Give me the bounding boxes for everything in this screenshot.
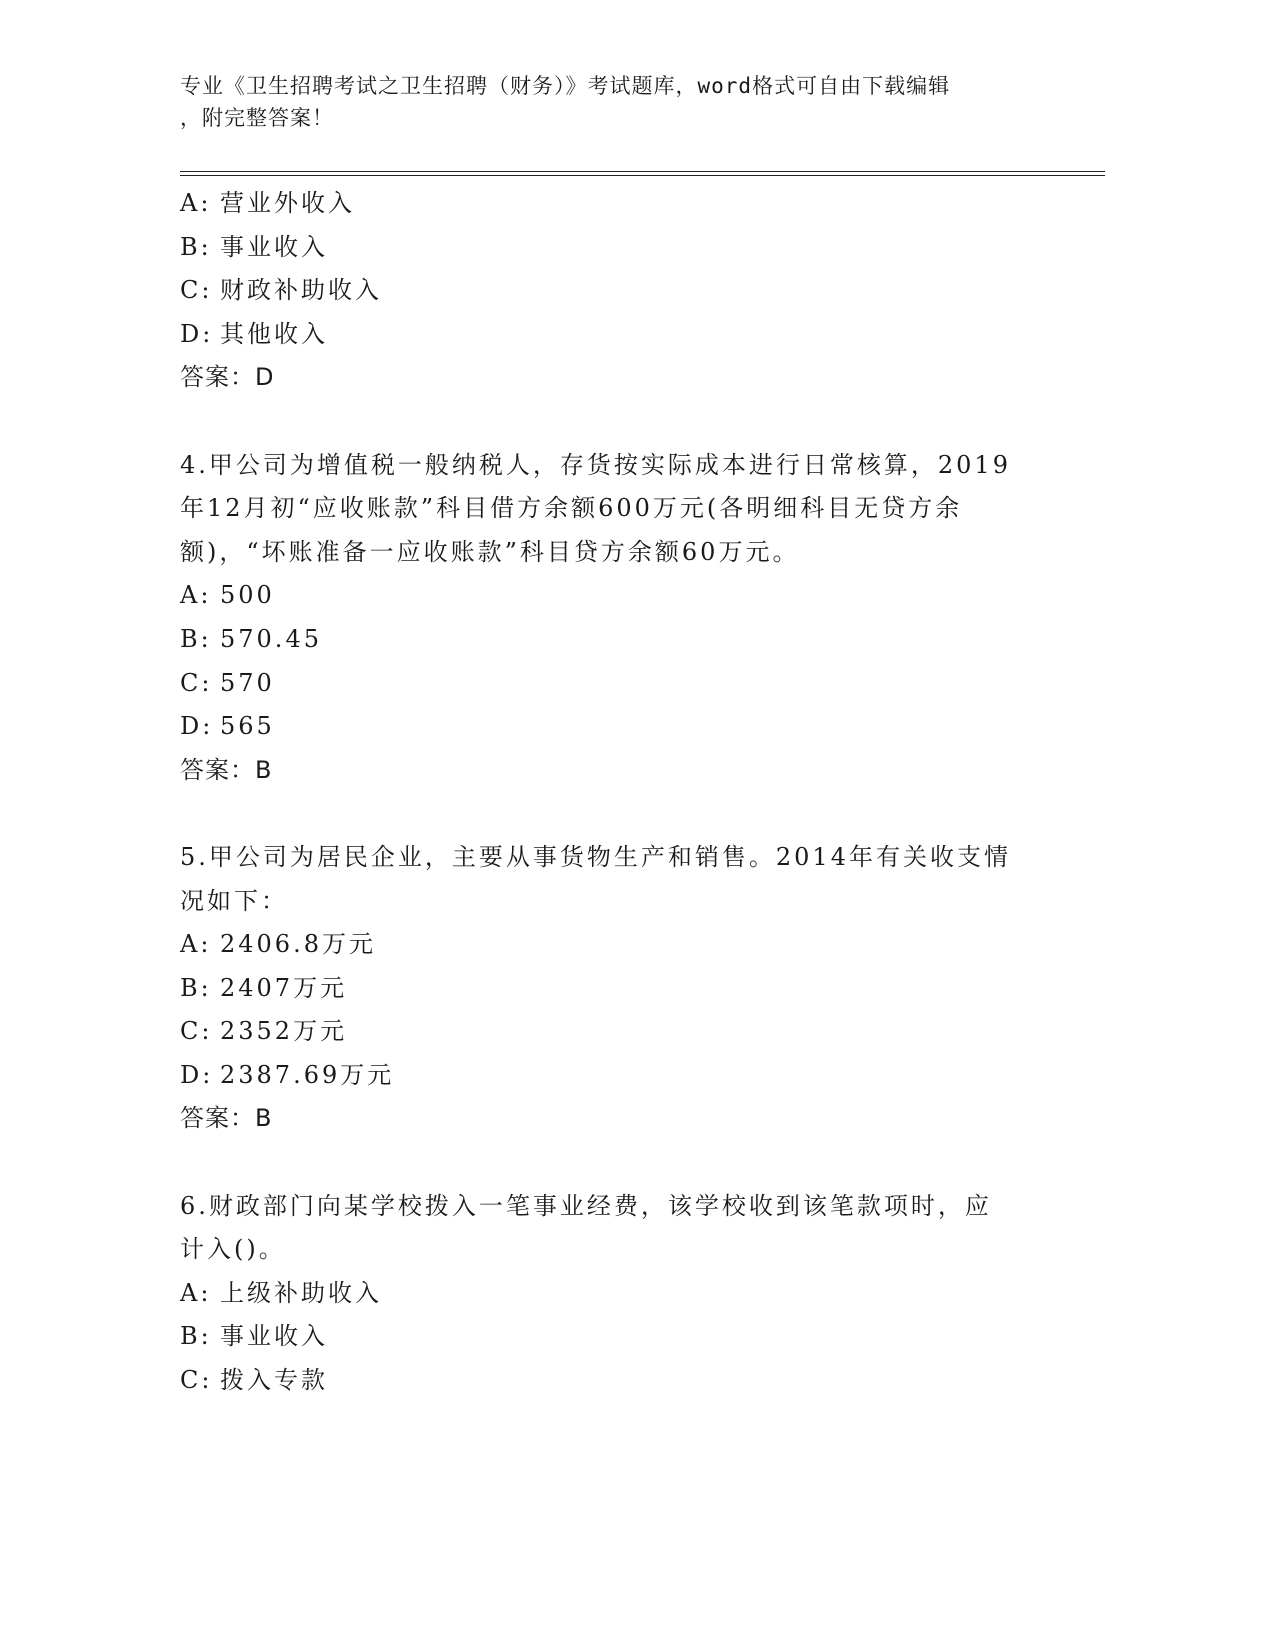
question-text-line: 5.甲公司为居民企业，主要从事货物生产和销售。2014年有关收支情 bbox=[180, 842, 1011, 871]
option-key: A: bbox=[180, 189, 212, 217]
option-key: B: bbox=[180, 624, 212, 653]
header-title-line-2: ，附完整答案！ bbox=[180, 106, 334, 130]
option-text: 570 bbox=[220, 668, 275, 697]
option-text: 事业收入 bbox=[220, 232, 328, 261]
option-text: 拨入专款 bbox=[220, 1366, 328, 1395]
option-text: 2352万元 bbox=[220, 1017, 348, 1046]
option-key: B: bbox=[180, 973, 212, 1002]
header-title-line-1: 专业《卫生招聘考试之卫生招聘（财务）》考试题库，word格式可自由下载编辑 bbox=[180, 74, 951, 98]
option-key: A: bbox=[180, 930, 212, 959]
option-text: 其他收入 bbox=[220, 319, 328, 348]
option-text: 事业收入 bbox=[220, 1322, 328, 1351]
option-text: 2387.69万元 bbox=[220, 1060, 395, 1089]
option-text: 营业外收入 bbox=[220, 189, 355, 217]
header-rule-top bbox=[180, 171, 1105, 172]
question-block-5 bbox=[180, 836, 1040, 1141]
option-text: 2406.8万元 bbox=[220, 930, 376, 959]
option-key: A: bbox=[180, 581, 212, 610]
option-b bbox=[180, 967, 1040, 1011]
option-text: 上级补助收入 bbox=[220, 1278, 382, 1307]
question-block-6 bbox=[180, 1185, 1040, 1403]
option-b bbox=[180, 1315, 1040, 1359]
header-rule-bottom bbox=[180, 175, 1105, 176]
option-text: 565 bbox=[220, 712, 275, 741]
question-text-line: 6.财政部门向某学校拨入一笔事业经费，该学校收到该笔款项时，应 bbox=[180, 1191, 992, 1220]
question-text-line: 年12月初“应收账款”科目借方余额600万元(各明细科目无贷方余 bbox=[180, 494, 963, 523]
question-list bbox=[180, 182, 1040, 1403]
question-text-line: 4.甲公司为增值税一般纳税人，存货按实际成本进行日常核算，2019 bbox=[180, 450, 1011, 479]
option-key: C: bbox=[180, 1017, 213, 1046]
spacer bbox=[180, 1141, 1040, 1185]
document-header bbox=[180, 70, 1050, 134]
option-a bbox=[180, 574, 1040, 618]
option-c bbox=[180, 269, 1040, 313]
option-text: 500 bbox=[220, 581, 275, 610]
option-c bbox=[180, 1010, 1040, 1054]
option-key: C: bbox=[180, 668, 213, 697]
option-text: 570.45 bbox=[220, 624, 322, 653]
option-key: D: bbox=[180, 319, 214, 348]
option-b bbox=[180, 226, 1040, 270]
question-text-line: 计入()。 bbox=[180, 1235, 286, 1264]
option-key: C: bbox=[180, 1366, 213, 1395]
question-text-line: 额)，“坏账准备一应收账款”科目贷方余额60万元。 bbox=[180, 537, 800, 566]
question-block-4 bbox=[180, 444, 1040, 793]
option-a bbox=[180, 182, 1040, 226]
question-text-line: 况如下： bbox=[180, 886, 288, 915]
option-key: A: bbox=[180, 1278, 212, 1307]
option-c bbox=[180, 662, 1040, 706]
answer-label: 答案：D bbox=[180, 363, 275, 392]
option-a bbox=[180, 923, 1040, 967]
question-block-3 bbox=[180, 182, 1040, 400]
option-a bbox=[180, 1272, 1040, 1316]
spacer bbox=[180, 400, 1040, 444]
option-key: D: bbox=[180, 712, 214, 741]
option-key: D: bbox=[180, 1060, 214, 1089]
option-key: B: bbox=[180, 232, 212, 261]
option-d bbox=[180, 313, 1040, 357]
spacer bbox=[180, 792, 1040, 836]
option-b bbox=[180, 618, 1040, 662]
option-d bbox=[180, 1054, 1040, 1098]
answer-label: 答案：B bbox=[180, 755, 273, 784]
option-c bbox=[180, 1359, 1040, 1403]
option-d bbox=[180, 705, 1040, 749]
option-text: 财政补助收入 bbox=[220, 276, 382, 305]
option-key: B: bbox=[180, 1322, 212, 1351]
answer-label: 答案：B bbox=[180, 1104, 273, 1133]
option-text: 2407万元 bbox=[220, 973, 348, 1002]
option-key: C: bbox=[180, 276, 213, 305]
